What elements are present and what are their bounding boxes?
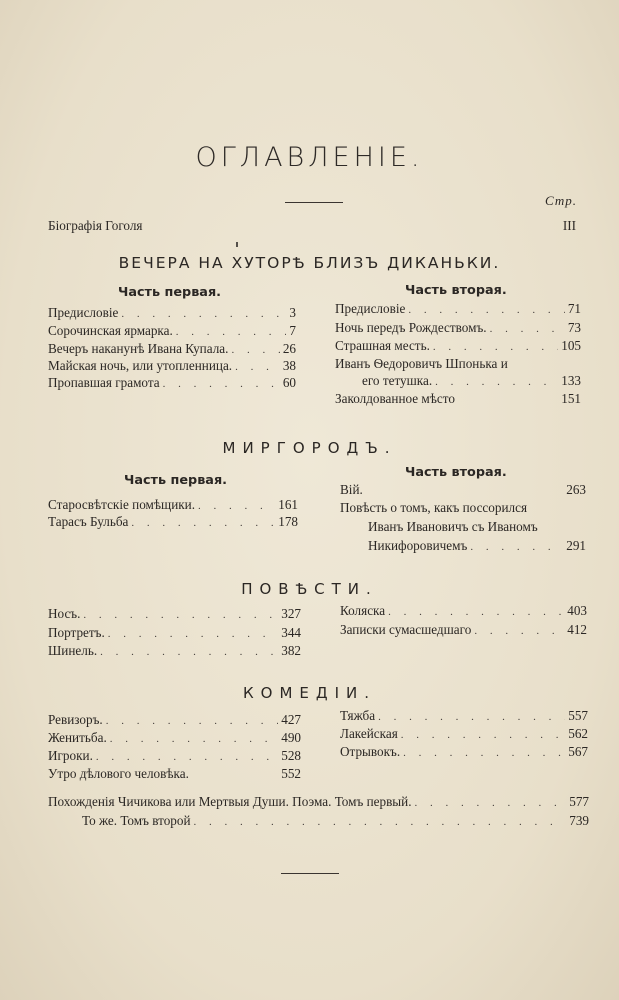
toc-entry-dead-souls-2 xyxy=(82,813,589,830)
entry-page: 528 xyxy=(281,748,301,763)
entry-page: 567 xyxy=(568,744,588,759)
entry-page: 133 xyxy=(561,373,581,388)
toc-entry xyxy=(48,305,296,322)
toc-entry xyxy=(48,375,296,392)
entry-title: Записки сумасшедшаго xyxy=(340,622,472,637)
entry-title: Вій. xyxy=(340,482,363,497)
toc-entry-biography xyxy=(48,218,576,235)
entry-page: 327 xyxy=(281,606,301,621)
dot-leader xyxy=(106,713,278,729)
toc-entry xyxy=(48,730,301,747)
toc-entry xyxy=(48,358,296,375)
toc-entry xyxy=(340,622,587,639)
entry-title: Пропавшая грамота xyxy=(48,375,160,390)
entry-page: 552 xyxy=(281,766,301,781)
dot-leader xyxy=(388,604,564,620)
dot-leader xyxy=(121,306,286,322)
entry-page: 557 xyxy=(568,708,588,723)
toc-entry xyxy=(48,497,298,514)
dot-leader xyxy=(408,302,564,318)
dot-leader xyxy=(100,644,278,660)
dot-leader xyxy=(231,342,279,358)
entry-title: Утро дѣлового человѣка. xyxy=(48,766,189,781)
toc-entry xyxy=(48,712,301,729)
dot-leader xyxy=(435,374,558,390)
entry-title: Повѣсть о томъ, какъ поссорился xyxy=(340,500,528,515)
entry-page: 3 xyxy=(289,305,296,320)
entry-title: Тяжба xyxy=(340,708,376,723)
dot-leader xyxy=(176,324,287,340)
entry-title: Иванъ Ивановичъ съ Иваномъ xyxy=(368,519,538,534)
part-label: Часть первая. xyxy=(124,473,228,488)
entry-title: Женитьба. xyxy=(48,730,107,745)
entry-title: Коляска xyxy=(340,603,386,618)
entry-page: 38 xyxy=(282,358,296,373)
part-label: Часть первая. xyxy=(118,285,222,300)
toc-entry xyxy=(335,301,581,318)
entry-page: 26 xyxy=(282,341,296,356)
entry-title: Иванъ Ѳедоровичъ Шпонька и xyxy=(335,356,508,371)
dot-leader xyxy=(163,376,280,392)
entry-title: Предисловіе xyxy=(48,305,119,320)
page-title: ОГЛАВЛЕНIE. xyxy=(195,142,424,173)
entry-title: Ночь передъ Рождествомъ. xyxy=(335,320,487,335)
entry-page: 263 xyxy=(566,482,586,497)
section-heading-vechera: ВЕЧЕРА НА ХУТОРѢ БЛИЗЪ ДИКАНЬКИ. xyxy=(118,254,501,272)
entry-page: 71 xyxy=(567,301,581,316)
toc-entry xyxy=(335,391,581,408)
toc-entry xyxy=(340,482,586,499)
entry-title: Отрывокъ. xyxy=(340,744,401,759)
entry-title: Сорочинская ярмарка. xyxy=(48,323,173,338)
toc-entry xyxy=(362,373,581,390)
entry-title: Майская ночь, или утопленница. xyxy=(48,358,233,373)
dot-leader xyxy=(470,539,563,555)
entry-title: Ревизоръ. xyxy=(48,712,103,727)
entry-title: Страшная месть. xyxy=(335,338,430,353)
toc-entry xyxy=(48,625,301,642)
entry-page: 105 xyxy=(561,338,581,353)
toc-entry xyxy=(48,323,296,340)
section-heading-povesti: ПОВѢСТИ. xyxy=(241,580,378,598)
entry-page: 739 xyxy=(569,813,589,828)
entry-title: его тетушка. xyxy=(362,373,433,388)
toc-entry xyxy=(48,748,301,765)
entry-page: 291 xyxy=(566,538,586,553)
toc-entry xyxy=(48,766,301,783)
dot-leader xyxy=(198,498,275,514)
part-label: Часть вторая. xyxy=(405,283,507,298)
section-heading-komedii: КОМЕДIИ. xyxy=(242,684,376,702)
dot-leader xyxy=(108,626,278,642)
dot-leader xyxy=(194,814,567,830)
entry-page: 562 xyxy=(568,726,588,741)
section-heading-mirgorod: МИРГОРОДЪ. xyxy=(222,439,397,457)
toc-entry xyxy=(48,514,298,531)
entry-page: 427 xyxy=(281,712,301,727)
toc-entry xyxy=(48,643,301,660)
entry-title: Никифоровичемъ xyxy=(368,538,468,553)
entry-title: Вечеръ наканунѣ Ивана Купала. xyxy=(48,341,229,356)
dot-leader xyxy=(403,745,565,761)
entry-page: 7 xyxy=(289,323,296,338)
dot-leader xyxy=(235,359,280,375)
entry-page: 490 xyxy=(281,730,301,745)
dot-leader xyxy=(131,515,275,531)
toc-entry xyxy=(335,338,581,355)
entry-page: III xyxy=(562,218,576,233)
entry-title: Похожденія Чичикова или Мертвыя Души. Поэма. Томъ первый. xyxy=(48,794,412,809)
toc-entry xyxy=(48,341,296,358)
entry-title: Старосвѣтскіе помѣщики. xyxy=(48,497,196,512)
page-column-label: Стр. xyxy=(545,193,577,208)
entry-page: 577 xyxy=(569,794,589,809)
dot-leader xyxy=(83,607,278,623)
toc-entry xyxy=(368,538,586,555)
entry-title: Портретъ. xyxy=(48,625,105,640)
dot-leader xyxy=(96,749,278,765)
toc-entry xyxy=(48,606,301,623)
dot-leader xyxy=(401,727,565,743)
dot-leader xyxy=(415,795,567,811)
toc-entry xyxy=(340,726,588,743)
printer-mark xyxy=(236,242,238,247)
entry-title: Тарасъ Бульба xyxy=(48,514,129,529)
toc-entry xyxy=(340,708,588,725)
entry-page: 73 xyxy=(567,320,581,335)
title-divider xyxy=(285,202,343,203)
toc-entry xyxy=(335,320,581,337)
entry-page: 403 xyxy=(567,603,587,618)
dot-leader xyxy=(474,623,564,639)
toc-entry-dead-souls xyxy=(48,794,589,811)
entry-page: 60 xyxy=(282,375,296,390)
end-divider xyxy=(281,873,339,874)
entry-title: Носъ. xyxy=(48,606,81,621)
entry-title: Лакейская xyxy=(340,726,398,741)
part-label: Часть вторая. xyxy=(405,465,507,480)
entry-page: 382 xyxy=(281,643,301,658)
dot-leader xyxy=(110,731,278,747)
dot-leader xyxy=(378,709,565,725)
entry-title: То же. Томъ второй xyxy=(82,813,191,828)
entry-page: 178 xyxy=(278,514,298,529)
entry-page: 344 xyxy=(281,625,301,640)
entry-title: Шинель. xyxy=(48,643,98,658)
entry-page: 412 xyxy=(567,622,587,637)
entry-page: 161 xyxy=(278,497,298,512)
toc-entry xyxy=(340,603,587,620)
entry-title: Предисловіе xyxy=(335,301,406,316)
entry-title: Заколдованное мѣсто xyxy=(335,391,455,406)
entry-page: 151 xyxy=(561,391,581,406)
dot-leader xyxy=(490,321,565,337)
entry-title: Біографія Гоголя xyxy=(48,218,143,233)
dot-leader xyxy=(433,339,558,355)
entry-title: Игроки. xyxy=(48,748,93,763)
toc-entry xyxy=(340,744,588,761)
